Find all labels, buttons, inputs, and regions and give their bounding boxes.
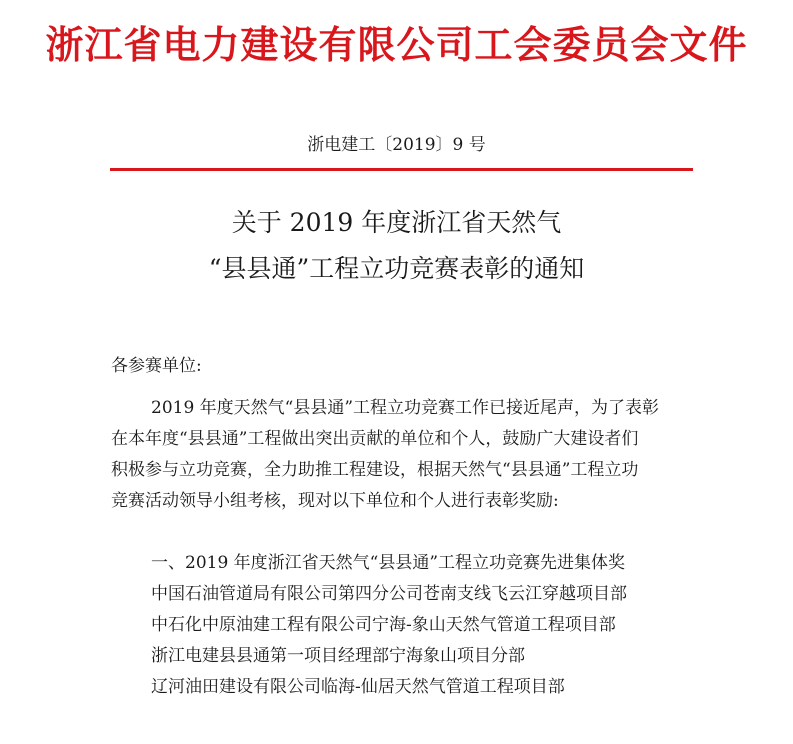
- body-line: 2019 年度天然气“县县通”工程立功竞赛工作已接近尾声，为了表彰: [151, 398, 660, 418]
- awardee-item: 辽河油田建设有限公司临海-仙居天然气管道工程项目部: [151, 677, 565, 697]
- document-number: 浙电建工〔2019〕9 号: [307, 135, 486, 155]
- notice-title-line-1: 关于 2019 年度浙江省天然气: [231, 208, 562, 237]
- awardee-item: 中石化中原油建工程有限公司宁海-象山天然气管道工程项目部: [151, 615, 616, 635]
- body-line: 在本年度“县县通”工程做出突出贡献的单位和个人，鼓励广大建设者们: [111, 429, 639, 449]
- masthead-title: 浙江省电力建设有限公司工会委员会文件: [45, 23, 748, 67]
- body-line: 竞赛活动领导小组考核，现对以下单位和个人进行表彰奖励:: [111, 491, 559, 511]
- awardee-section: [111, 548, 691, 703]
- body-paragraph: [111, 393, 691, 517]
- red-divider-line: [110, 168, 693, 171]
- notice-title-line-2: “县县通”工程立功竞赛表彰的通知: [208, 254, 585, 283]
- salutation: 各参赛单位:: [111, 356, 202, 376]
- body-line: 积极参与立功竞赛，全力助推工程建设，根据天然气“县县通”工程立功: [111, 460, 639, 480]
- section-heading: 一、2019 年度浙江省天然气“县县通”工程立功竞赛先进集体奖: [151, 553, 626, 573]
- awardee-item: 浙江电建县县通第一项目经理部宁海象山项目分部: [151, 646, 525, 666]
- notice-title: [0, 200, 793, 292]
- awardee-item: 中国石油管道局有限公司第四分公司苍南支线飞云江穿越项目部: [151, 584, 627, 604]
